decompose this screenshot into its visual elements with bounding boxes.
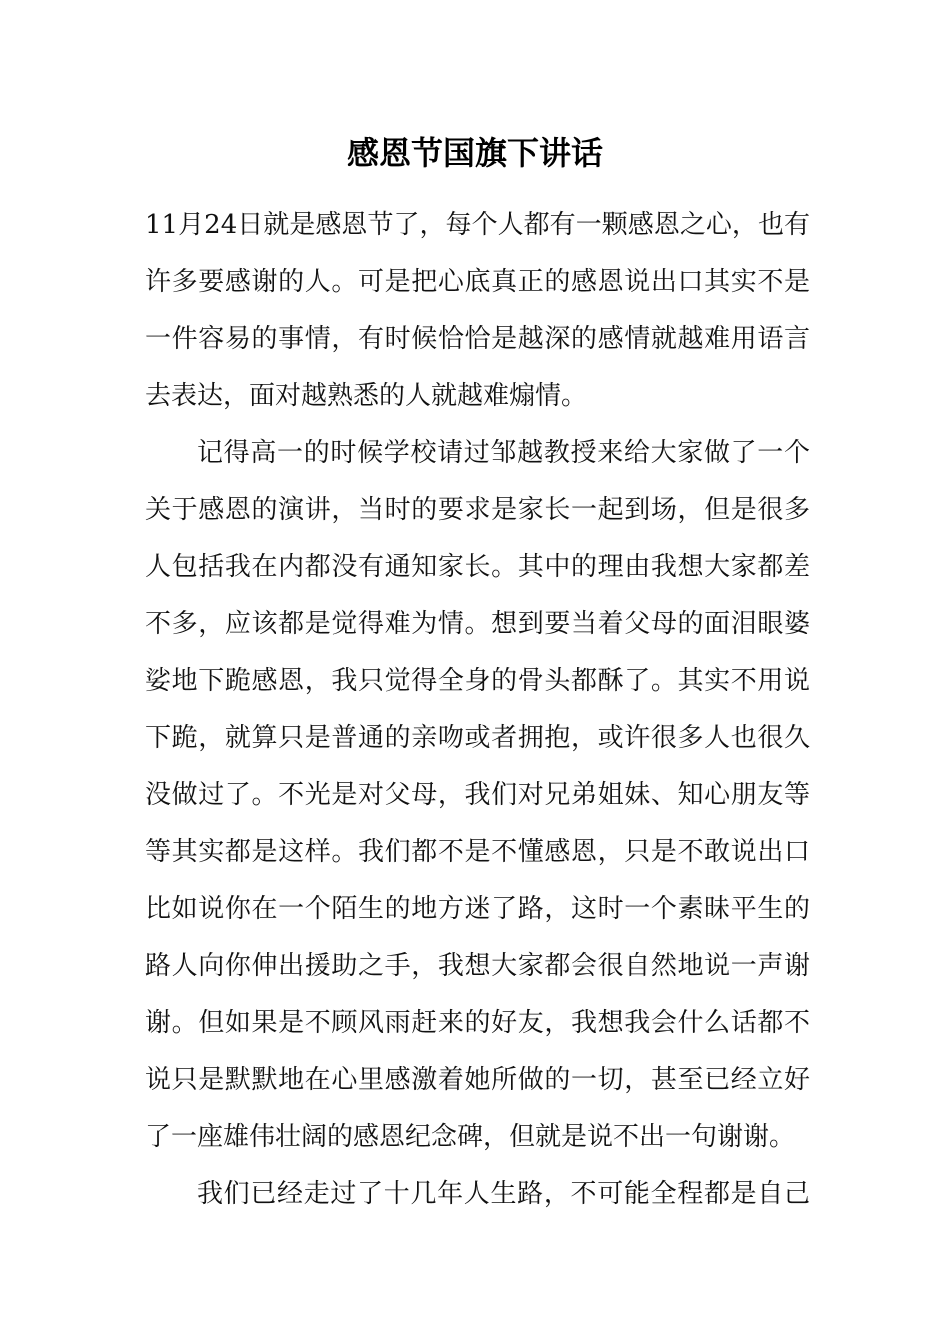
- text-line-17: 了一座雄伟壮阔的感恩纪念碑，但就是说不出一句谢谢。: [145, 1122, 796, 1152]
- text-line-3: 一件容易的事情，有时候恰恰是越深的感情就越难用语言: [145, 324, 810, 354]
- text-line-10: 下跪，就算只是普通的亲吻或者拥抱，或许很多人也很久: [145, 723, 810, 753]
- text-line-16: 说只是默默地在心里感激着她所做的一切，甚至已经立好: [145, 1065, 810, 1095]
- text-line-14: 路人向你伸出援助之手，我想大家都会很自然地说一声谢: [145, 951, 810, 981]
- text-line-9: 娑地下跪感恩，我只觉得全身的骨头都酥了。其实不用说: [145, 666, 810, 696]
- text-line-1: 11月24日就是感恩节了，每个人都有一颗感恩之心，也有: [145, 210, 810, 240]
- text-line-11: 没做过了。不光是对父母，我们对兄弟姐妹、知心朋友等: [145, 780, 810, 810]
- text-line-13: 比如说你在一个陌生的地方迷了路，这时一个素昧平生的: [145, 894, 810, 924]
- text-line-4: 去表达，面对越熟悉的人就越难煽情。: [145, 381, 588, 411]
- text-line-12: 等其实都是这样。我们都不是不懂感恩，只是不敢说出口: [145, 837, 810, 867]
- text-line-18: 我们已经走过了十几年人生路，不可能全程都是自己: [197, 1179, 810, 1209]
- text-line-5: 记得高一的时候学校请过邹越教授来给大家做了一个: [197, 438, 810, 468]
- text-line-6: 关于感恩的演讲，当时的要求是家长一起到场，但是很多: [145, 495, 810, 525]
- text-line-8: 不多，应该都是觉得难为情。想到要当着父母的面泪眼婆: [145, 609, 810, 639]
- document-title: 感恩节国旗下讲话: [346, 134, 603, 172]
- text-line-2: 许多要感谢的人。可是把心底真正的感恩说出口其实不是: [145, 267, 810, 297]
- text-line-15: 谢。但如果是不顾风雨赶来的好友，我想我会什么话都不: [145, 1008, 810, 1038]
- text-line-7: 人包括我在内都没有通知家长。其中的理由我想大家都差: [145, 552, 810, 582]
- document-body: [145, 197, 810, 1223]
